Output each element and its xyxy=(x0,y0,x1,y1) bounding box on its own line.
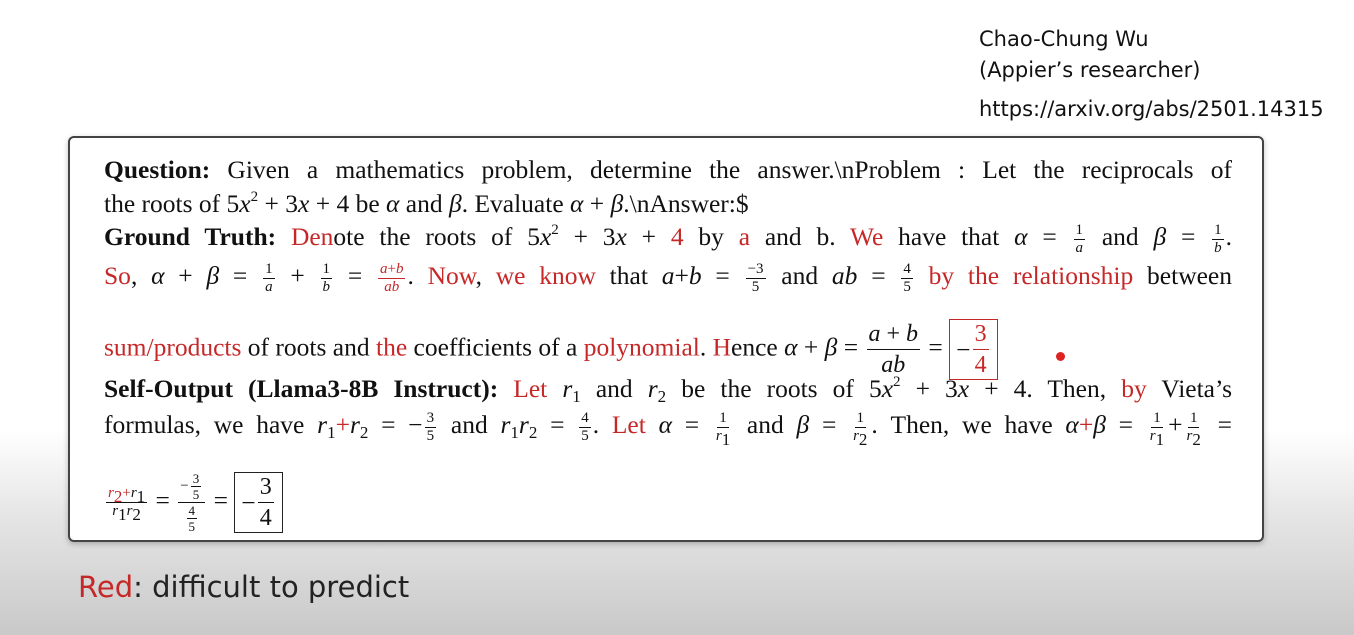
question-line-2: the roots of $5x^2 + 3x + 4$ be α and β. Evaluate α + β.\nAnswer:$ xyxy=(104,189,749,218)
legend-description: : difficult to predict xyxy=(133,570,410,604)
self-output-answer-box: − 3 4 xyxy=(234,472,282,533)
self-output-label: Self-Output (Llama3-8B Instruct): xyxy=(104,374,499,403)
legend-red-word: Red xyxy=(78,570,134,604)
paper-url[interactable]: https://arxiv.org/abs/2501.14315 xyxy=(979,97,1324,121)
question-label: Question: xyxy=(104,155,211,184)
self-output-line-1: Self-Output (Llama3-8B Instruct): Let $r_1$ and $r_2$ be the roots of $5x^2 + 3x + 4$. Then, by Vieta’s xyxy=(104,374,1233,406)
attribution-author: Chao-Chung Wu xyxy=(979,27,1149,51)
mouse-cursor xyxy=(1056,352,1065,361)
ground-truth-line-2: So, α + β = $\frac{1}{a}$ + $\frac{1}{b}$ = $\frac{a+b}{ab}$ . Now, we know that a+b = $\frac{-3}{5}$ and ab = $\frac{4}{5}$ by the relationship between xyxy=(104,260,1233,295)
ground-truth-answer-box: − 3 4 xyxy=(949,319,997,380)
ground-truth-label: Ground Truth: xyxy=(104,222,277,251)
color-legend xyxy=(78,570,409,604)
self-output-line-2: formulas, we have $r_1+r_2$ = − $\frac{3}{5}$ and $r_1r_2$ = $\frac{4}{5}$ . Let α = $\frac{1}{r_1}$ and β = $\frac{1}{r_2}$ . Then, we have α+β = $\frac{1}{r_1}$ + $\frac{1}{r_2}$ = xyxy=(104,409,1232,449)
ground-truth-line-3: sum/products of roots and the coefficients of a polynomial. Hence α + β = $\frac{a + b}{ab}$ = − 3 4 xyxy=(104,319,998,380)
self-output-line-3: $\frac{r_2+r_1}{r_1r_2}$ = − $\frac{3}{5}$ $\frac{4}{5}$ = − 3 4 xyxy=(104,472,283,533)
ground-truth-line-1: Ground Truth: Denote the roots of $5x^2 + 3x + 4$ by a and b. We have that α = $\frac{1}{a}$ and β = $\frac{1}{b}$ . xyxy=(104,221,1233,256)
question-line-1: Question: Given a mathematics problem, determine the answer.\nProblem : Let the reciprocals of xyxy=(104,155,1232,184)
attribution-affiliation: (Appier’s researcher) xyxy=(979,58,1201,82)
